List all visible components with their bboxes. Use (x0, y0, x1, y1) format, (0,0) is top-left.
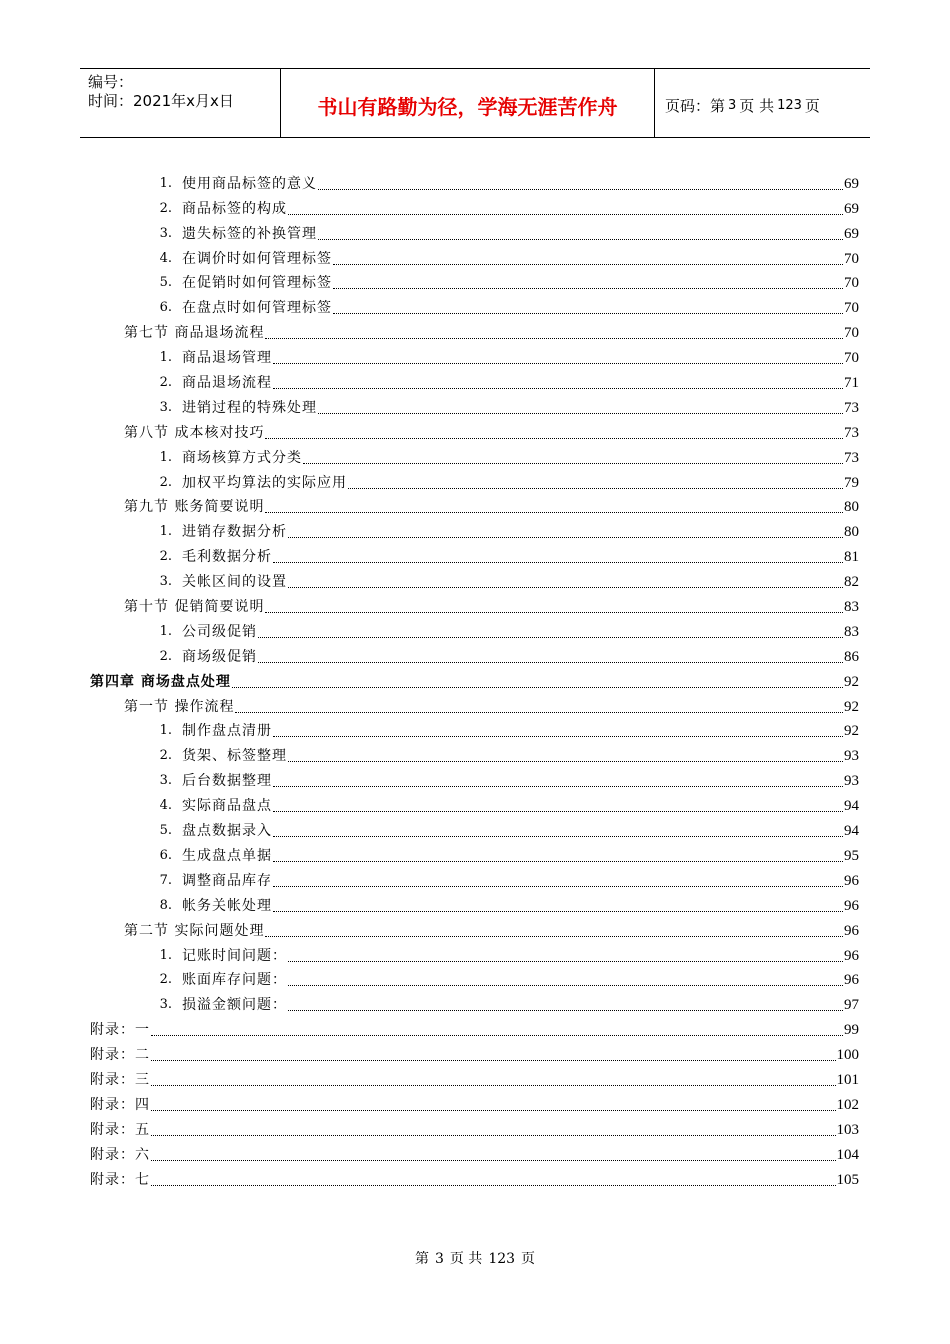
toc-entry-number: 4. (159, 798, 172, 814)
toc-dot-leader (273, 886, 843, 887)
toc-dot-leader (333, 313, 843, 314)
toc-entry-number: 3. (159, 574, 172, 590)
page-header (80, 68, 870, 138)
toc-entry-number: 6. (159, 300, 172, 316)
toc-entry-number: 4. (159, 250, 172, 266)
toc-entry-title: 实际商品盘点 (182, 798, 272, 815)
toc-dot-leader (273, 736, 843, 737)
toc-entry-page: 96 (844, 897, 859, 914)
toc-entry-page: 97 (844, 997, 859, 1014)
toc-entry-page: 73 (844, 399, 859, 416)
toc-dot-leader (151, 1160, 836, 1161)
toc-entry-page: 105 (836, 1171, 859, 1188)
toc-entry-page: 104 (836, 1146, 859, 1163)
toc-dot-leader (273, 562, 843, 563)
toc-entry-page: 96 (844, 872, 859, 889)
header-left-cell (80, 69, 281, 137)
toc-entry-number: 2. (159, 648, 172, 664)
toc-entry[interactable] (90, 317, 859, 342)
toc-entry-number: 1. (159, 723, 172, 739)
toc-entry[interactable] (90, 865, 859, 890)
toc-entry[interactable] (90, 218, 859, 243)
toc-entry-page: 102 (836, 1096, 859, 1113)
toc-entry-number: 1. (159, 524, 172, 540)
toc-entry-title: 附录：五 (90, 1121, 150, 1138)
toc-entry-title: 公司级促销 (182, 623, 257, 640)
toc-entry[interactable] (90, 591, 859, 616)
toc-entry-page: 92 (844, 723, 859, 740)
toc-entry-title: 在促销时如何管理标签 (182, 275, 332, 292)
toc-entry[interactable] (90, 765, 859, 790)
toc-dot-leader (273, 388, 843, 389)
toc-entry[interactable] (90, 292, 859, 317)
toc-entry-number: 2. (159, 549, 172, 565)
toc-entry-title: 商品退场流程 (182, 375, 272, 392)
toc-dot-leader (151, 1185, 836, 1186)
toc-entry-page: 100 (836, 1047, 859, 1064)
toc-entry-number: 1. (159, 449, 172, 465)
toc-dot-leader (333, 288, 843, 289)
toc-entry-page: 93 (844, 773, 859, 790)
toc-entry-title: 加权平均算法的实际应用 (182, 474, 347, 491)
toc-entry-title: 关帐区间的设置 (182, 574, 287, 591)
toc-entry[interactable] (90, 367, 859, 392)
toc-entry-page: 80 (844, 524, 859, 541)
toc-entry-title: 商场级促销 (182, 648, 257, 665)
toc-dot-leader (333, 264, 843, 265)
toc-dot-leader (235, 712, 843, 713)
toc-entry-title: 第一节 操作流程 (124, 698, 235, 715)
toc-entry-title: 货架、标签整理 (182, 748, 287, 765)
toc-entry[interactable] (90, 989, 859, 1014)
toc-entry-page: 92 (844, 698, 859, 715)
toc-entry-page: 70 (844, 350, 859, 367)
toc-entry-title: 记账时间问题： (182, 947, 287, 964)
toc-entry-number: 5. (159, 275, 172, 291)
toc-dot-leader (288, 985, 843, 986)
toc-entry-number: 8. (159, 897, 172, 913)
toc-entry-number: 2. (159, 748, 172, 764)
toc-entry-title: 商场核算方式分类 (182, 449, 302, 466)
toc-dot-leader (348, 488, 843, 489)
toc-dot-leader (318, 239, 843, 240)
toc-entry-title: 遗失标签的补换管理 (182, 225, 317, 242)
toc-entry-title: 账面库存问题： (182, 972, 287, 989)
toc-dot-leader (318, 413, 843, 414)
toc-entry-page: 94 (844, 823, 859, 840)
toc-entry-page: 69 (844, 200, 859, 217)
toc-entry-title: 后台数据整理 (182, 773, 272, 790)
toc-entry-page: 95 (844, 847, 859, 864)
toc-entry-title: 第八节 成本核对技巧 (124, 424, 265, 441)
toc-dot-leader (265, 438, 843, 439)
toc-entry[interactable] (90, 815, 859, 840)
toc-entry-title: 附录：七 (90, 1171, 150, 1188)
footer-current: 3 (434, 1251, 444, 1267)
toc-entry-page: 96 (844, 947, 859, 964)
toc-entry-title: 附录：三 (90, 1071, 150, 1088)
toc-dot-leader (232, 687, 843, 688)
toc-entry-page: 96 (844, 922, 859, 939)
toc-dot-leader (265, 512, 843, 513)
motto: 书山有路勤为径，学海无涯苦作舟 (281, 69, 655, 137)
toc-entry[interactable] (90, 467, 859, 492)
footer-suffix: 页 (521, 1251, 536, 1267)
toc-entry[interactable] (90, 243, 859, 268)
toc-entry[interactable] (90, 541, 859, 566)
toc-entry-title: 附录：一 (90, 1022, 150, 1039)
toc-dot-leader (288, 761, 843, 762)
toc-entry-title: 调整商品库存 (182, 872, 272, 889)
toc-dot-leader (151, 1060, 836, 1061)
toc-dot-leader (318, 189, 843, 190)
toc-entry[interactable] (90, 1139, 859, 1164)
toc-entry-title: 进销存数据分析 (182, 524, 287, 541)
toc-entry[interactable] (90, 1089, 859, 1114)
toc-entry[interactable] (90, 641, 859, 666)
toc-entry-title: 在盘点时如何管理标签 (182, 300, 332, 317)
toc-entry[interactable] (90, 1039, 859, 1064)
toc-entry[interactable] (90, 392, 859, 417)
toc-entry-title: 进销过程的特殊处理 (182, 399, 317, 416)
toc-entry-page: 73 (844, 424, 859, 441)
toc-entry-page: 82 (844, 574, 859, 591)
toc-entry-number: 1. (159, 350, 172, 366)
page-footer (0, 1248, 950, 1268)
header-page-suffix: 页 (804, 96, 820, 115)
toc-entry-page: 94 (844, 798, 859, 815)
toc-entry[interactable] (90, 965, 859, 990)
toc-entry[interactable] (90, 716, 859, 741)
date-label: 时间：2021年x月x日 (88, 92, 234, 110)
toc-entry-title: 第九节 账务简要说明 (124, 499, 265, 516)
toc-entry[interactable] (90, 790, 859, 815)
footer-prefix: 第 (414, 1251, 429, 1267)
header-page-middle: 页 共 (739, 96, 775, 115)
footer-total: 123 (488, 1251, 516, 1267)
toc-dot-leader (273, 911, 843, 912)
toc-entry[interactable] (90, 915, 859, 940)
toc-dot-leader (288, 214, 843, 215)
toc-entry-number: 2. (159, 474, 172, 490)
toc-entry-page: 93 (844, 748, 859, 765)
toc-entry-title: 使用商品标签的意义 (182, 175, 317, 192)
toc-entry-page: 70 (844, 250, 859, 267)
toc-entry[interactable] (90, 1114, 859, 1139)
header-page-prefix: 页码：第 (665, 96, 726, 115)
toc-dot-leader (151, 1110, 836, 1111)
toc-dot-leader (258, 637, 843, 638)
toc-entry-title: 毛利数据分析 (182, 549, 272, 566)
toc-dot-leader (265, 338, 843, 339)
toc-entry-title: 附录：四 (90, 1096, 150, 1113)
toc-entry[interactable] (90, 442, 859, 467)
toc-entry-number: 3. (159, 997, 172, 1013)
toc-entry-page: 92 (844, 673, 859, 690)
toc-entry-number: 3. (159, 225, 172, 241)
toc-entry-page: 70 (844, 325, 859, 342)
toc-dot-leader (288, 961, 843, 962)
toc-entry-number: 2. (159, 972, 172, 988)
toc-entry[interactable] (90, 940, 859, 965)
toc-entry[interactable] (90, 168, 859, 193)
toc-dot-leader (303, 463, 843, 464)
toc-entry-title: 第七节 商品退场流程 (124, 325, 265, 342)
toc-entry-title: 生成盘点单据 (182, 847, 272, 864)
toc-entry-page: 83 (844, 599, 859, 616)
toc-entry[interactable] (90, 417, 859, 442)
toc-dot-leader (288, 587, 843, 588)
toc-dot-leader (151, 1135, 836, 1136)
toc-entry-title: 商品退场管理 (182, 350, 272, 367)
toc-entry-page: 83 (844, 623, 859, 640)
toc-entry-page: 81 (844, 549, 859, 566)
toc-entry-page: 99 (844, 1022, 859, 1039)
toc-entry-title: 制作盘点清册 (182, 723, 272, 740)
toc-entry[interactable] (90, 666, 859, 691)
toc-entry-page: 80 (844, 499, 859, 516)
toc-dot-leader (288, 537, 843, 538)
header-page-total: 123 (777, 97, 802, 113)
toc-entry-number: 2. (159, 375, 172, 391)
toc-entry[interactable] (90, 840, 859, 865)
toc-entry-number: 1. (159, 947, 172, 963)
toc-entry[interactable] (90, 1164, 859, 1189)
toc-entry-page: 73 (844, 449, 859, 466)
header-page-info (655, 69, 870, 137)
toc-entry-page: 71 (844, 375, 859, 392)
toc-entry-page: 69 (844, 175, 859, 192)
toc-dot-leader (273, 836, 843, 837)
toc-dot-leader (258, 662, 843, 663)
toc-entry[interactable] (90, 1064, 859, 1089)
toc-entry-number: 2. (159, 200, 172, 216)
toc-entry-number: 3. (159, 773, 172, 789)
toc-dot-leader (151, 1035, 843, 1036)
toc-dot-leader (273, 811, 843, 812)
toc-entry[interactable] (90, 516, 859, 541)
toc-entry-page: 101 (836, 1071, 859, 1088)
toc-entry[interactable] (90, 616, 859, 641)
toc-dot-leader (273, 786, 843, 787)
toc-entry[interactable] (90, 740, 859, 765)
toc-dot-leader (273, 363, 843, 364)
toc-entry-title: 附录：六 (90, 1146, 150, 1163)
toc-entry-number: 6. (159, 847, 172, 863)
toc-entry[interactable] (90, 342, 859, 367)
toc-entry-title: 帐务关帐处理 (182, 897, 272, 914)
toc-entry-number: 5. (159, 823, 172, 839)
header-page-current: 3 (728, 97, 737, 113)
toc-entry-page: 70 (844, 300, 859, 317)
table-of-contents (90, 168, 859, 1189)
number-label: 编号： (88, 73, 134, 91)
toc-entry-title: 在调价时如何管理标签 (182, 250, 332, 267)
toc-entry-title: 损溢金额问题： (182, 997, 287, 1014)
toc-entry-number: 7. (159, 872, 172, 888)
toc-dot-leader (288, 1010, 843, 1011)
toc-entry-title: 盘点数据录入 (182, 823, 272, 840)
toc-entry[interactable] (90, 268, 859, 293)
toc-entry-title: 第四章 商场盘点处理 (90, 673, 231, 690)
toc-entry-number: 1. (159, 623, 172, 639)
toc-entry-page: 69 (844, 225, 859, 242)
toc-entry-title: 商品标签的构成 (182, 200, 287, 217)
toc-entry-title: 第二节 实际问题处理 (124, 922, 265, 939)
toc-entry-page: 96 (844, 972, 859, 989)
toc-entry-page: 86 (844, 648, 859, 665)
toc-dot-leader (273, 861, 843, 862)
toc-entry-title: 附录：二 (90, 1047, 150, 1064)
toc-dot-leader (151, 1085, 836, 1086)
toc-entry-page: 70 (844, 275, 859, 292)
toc-entry-page: 103 (836, 1121, 859, 1138)
toc-entry-title: 第十节 促销简要说明 (124, 599, 265, 616)
footer-middle: 页 共 (449, 1251, 483, 1267)
toc-entry[interactable] (90, 691, 859, 716)
toc-dot-leader (265, 612, 843, 613)
toc-entry-number: 3. (159, 399, 172, 415)
toc-entry[interactable] (90, 890, 859, 915)
toc-entry[interactable] (90, 566, 859, 591)
toc-entry[interactable] (90, 193, 859, 218)
toc-entry-number: 1. (159, 175, 172, 191)
toc-dot-leader (265, 936, 843, 937)
toc-entry-page: 79 (844, 474, 859, 491)
toc-entry[interactable] (90, 1014, 859, 1039)
toc-entry[interactable] (90, 492, 859, 517)
